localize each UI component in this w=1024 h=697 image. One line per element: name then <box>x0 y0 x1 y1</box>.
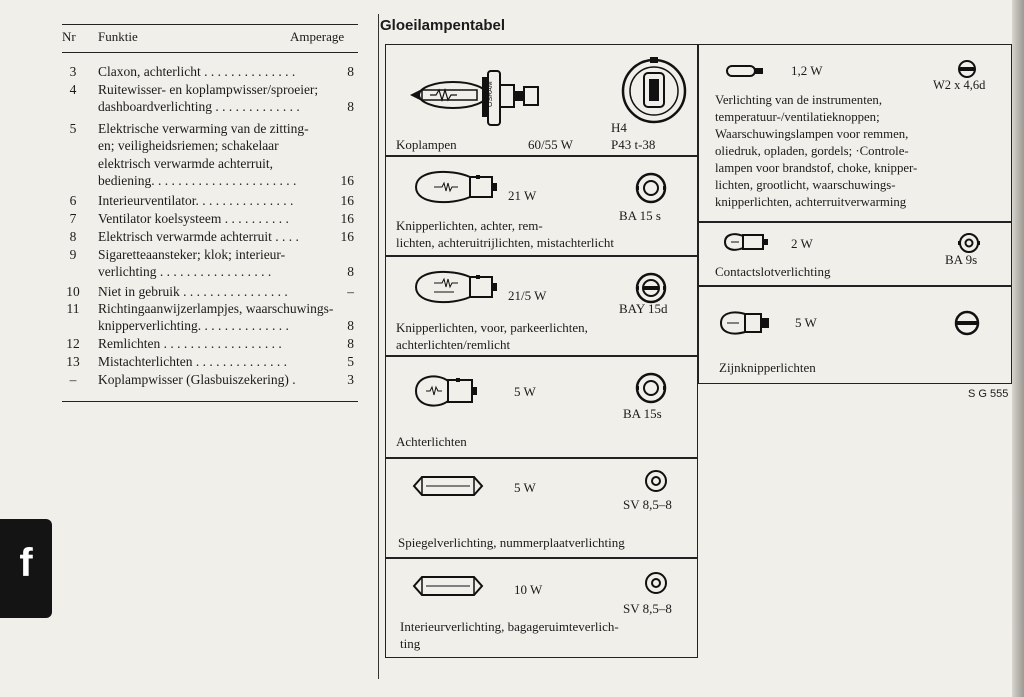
bulb-socket: SV 8,5–8 <box>623 601 672 616</box>
page-edge-shadow <box>1012 0 1024 697</box>
fuse-amp: 8 <box>347 64 354 79</box>
bulb-wattage: 1,2 W <box>791 63 823 78</box>
sv-socket-icon <box>644 571 668 595</box>
bayonet-bulb-icon <box>412 165 502 209</box>
fuse-amp: 16 <box>340 173 354 188</box>
fuse-nr: 6 <box>69 193 77 208</box>
fuse-nr: 7 <box>69 211 77 226</box>
page-code: S G 555 <box>968 388 1009 400</box>
bulb-socket: BA 9s <box>945 252 978 267</box>
fuse-function: Ruitewisser- en koplampwisser/sproeier; dashboardverlichting . . . . . . . . . . . . . <box>98 82 319 115</box>
fuse-function: Elektrische verwarming van de zitting- en; veiligheidsriemen; schakelaar elektrisch verwarmde achterruit, bediening. . . . . . . . . . . . . . . . . . . . . . <box>98 121 309 188</box>
wedge-socket-icon <box>953 309 981 337</box>
bulb-socket: W2 x 4,6d <box>933 78 986 92</box>
bulb-socket: SV 8,5–8 <box>623 497 672 512</box>
bulb-wattage: 21 W <box>508 188 537 203</box>
bulb-description: Contactslotverlichting <box>715 264 831 279</box>
bayonet-bulb-icon <box>412 265 502 309</box>
fuse-function: Richtingaanwijzerlampjes, waarschuwings- knipperverlichting. . . . . . . . . . . . . . <box>98 301 334 334</box>
bulb-cell <box>698 222 1012 286</box>
bulb-cell <box>385 156 698 256</box>
fuse-amp: 16 <box>340 193 354 208</box>
fuse-header-amperage: Amperage <box>290 29 345 44</box>
fuse-nr: 8 <box>69 229 77 244</box>
festoon-bulb-icon <box>412 473 484 499</box>
fuse-amp: – <box>347 284 354 299</box>
bulb-wattage: 5 W <box>514 384 536 399</box>
fuse-nr: – <box>69 372 77 387</box>
bulb-wattage: 10 W <box>514 582 543 597</box>
section-tab-letter: f <box>19 541 33 585</box>
bulb-description: Knipperlichten, voor, parkeerlichten, achterlichten/remlicht <box>396 320 588 352</box>
festoon-bulb-icon <box>412 573 484 599</box>
bulb-wattage: 5 W <box>795 315 817 330</box>
bulb-description: Achterlichten <box>396 434 467 449</box>
bulb-description: Interieurverlichting, bagageruimteverlich- ting <box>400 619 619 651</box>
fuse-function: Ventilator koelsysteem . . . . . . . . . . <box>98 211 289 226</box>
fuse-nr: 4 <box>69 82 77 97</box>
small-bayonet-bulb-icon <box>414 371 486 411</box>
bulb-cell <box>385 458 698 558</box>
fuse-nr: 9 <box>69 247 77 262</box>
fuse-nr: 5 <box>69 121 77 136</box>
fuse-amp: 16 <box>340 211 354 226</box>
bulb-socket: P43 t-38 <box>611 137 656 152</box>
fuse-table-bottom-rule <box>62 401 358 402</box>
bulb-brand-label: OSRAM <box>487 81 494 107</box>
bulb-wattage: 2 W <box>791 236 813 251</box>
fuse-header-nr: Nr <box>62 29 76 44</box>
fuse-function: Remlichten . . . . . . . . . . . . . . . . . . <box>98 336 282 351</box>
fuse-amp: 8 <box>347 318 354 333</box>
bulb-cell <box>385 256 698 356</box>
bulb-wattage: 5 W <box>514 480 536 495</box>
ba15s-socket-icon <box>634 371 668 405</box>
fuse-header-function: Funktie <box>98 29 138 44</box>
fuse-table-top-rule <box>62 24 358 25</box>
bulb-socket: BA 15s <box>623 406 662 421</box>
h4-socket-icon <box>618 55 690 125</box>
mini-bayonet-bulb-icon <box>723 231 773 253</box>
fuse-nr: 12 <box>66 336 80 351</box>
fuse-function: Niet in gebruik . . . . . . . . . . . . . . . . <box>98 284 288 299</box>
fuse-table-header-rule <box>62 52 358 53</box>
h4-bulb-icon <box>408 57 553 127</box>
fuse-amp: 3 <box>347 372 354 387</box>
bulb-cell <box>698 286 1012 384</box>
section-tab <box>0 519 52 618</box>
fuse-function: Claxon, achterlicht . . . . . . . . . . . . . . <box>98 64 296 79</box>
fuse-amp: 5 <box>347 354 354 369</box>
bulb-wattage: 21/5 W <box>508 288 547 303</box>
fuse-function: Mistachterlichten . . . . . . . . . . . . . . <box>98 354 287 369</box>
bulb-cell <box>385 558 698 658</box>
bulb-cell <box>385 356 698 458</box>
fuse-nr: 3 <box>69 64 77 79</box>
wedge-bulb-icon <box>719 309 775 337</box>
bulb-description: Spiegelverlichting, nummerplaatverlichting <box>398 535 625 550</box>
bulb-type: H4 <box>611 120 627 135</box>
wedge-socket-icon <box>957 59 977 79</box>
fuse-nr: 11 <box>66 301 80 316</box>
bulb-description: Koplampen <box>396 137 457 152</box>
bulb-wattage: 60/55 W <box>528 137 573 152</box>
fuse-function: Sigaretteaansteker; klok; interieur- verlichting . . . . . . . . . . . . . . . . . <box>98 247 286 280</box>
fuse-amp: 8 <box>347 264 354 279</box>
column-divider <box>378 14 379 679</box>
fuse-function: Interieurventilator. . . . . . . . . . . . . . . <box>98 193 294 208</box>
bulb-cell-headlamp <box>385 44 698 156</box>
bulb-socket: BAY 15d <box>619 301 668 316</box>
wedge-bulb-small-icon <box>725 62 767 80</box>
fuse-amp: 16 <box>340 229 354 244</box>
bulb-description: Zijnknipperlichten <box>719 360 816 375</box>
bulb-description: Verlichting van de instrumenten, temperatuur-/ventilatieknoppen; Waarschuwingslampen voor remmen, oliedruk, opladen, gordels; ·Controle- lampen voor brandstof, choke, knipper- lichten, grootlicht, waarschuwings- knipperlichten, achterruitverwarming <box>715 93 918 209</box>
bulb-cell <box>698 44 1012 222</box>
ba15s-socket-icon <box>634 171 668 205</box>
bulb-table-title: Gloeilampentabel <box>380 17 506 34</box>
sv-socket-icon <box>644 469 668 493</box>
fuse-amp: 8 <box>347 336 354 351</box>
bulb-socket: BA 15 s <box>619 208 661 223</box>
fuse-function: Koplampwisser (Glasbuiszekering) . <box>98 372 296 387</box>
bulb-description: Knipperlichten, achter, rem- lichten, achteruitrijlichten, mistachterlicht <box>396 218 615 250</box>
fuse-function: Elektrisch verwarmde achterruit . . . . <box>98 229 299 244</box>
fuse-nr: 13 <box>66 354 80 369</box>
fuse-nr: 10 <box>66 284 80 299</box>
fuse-amp: 8 <box>347 99 354 114</box>
